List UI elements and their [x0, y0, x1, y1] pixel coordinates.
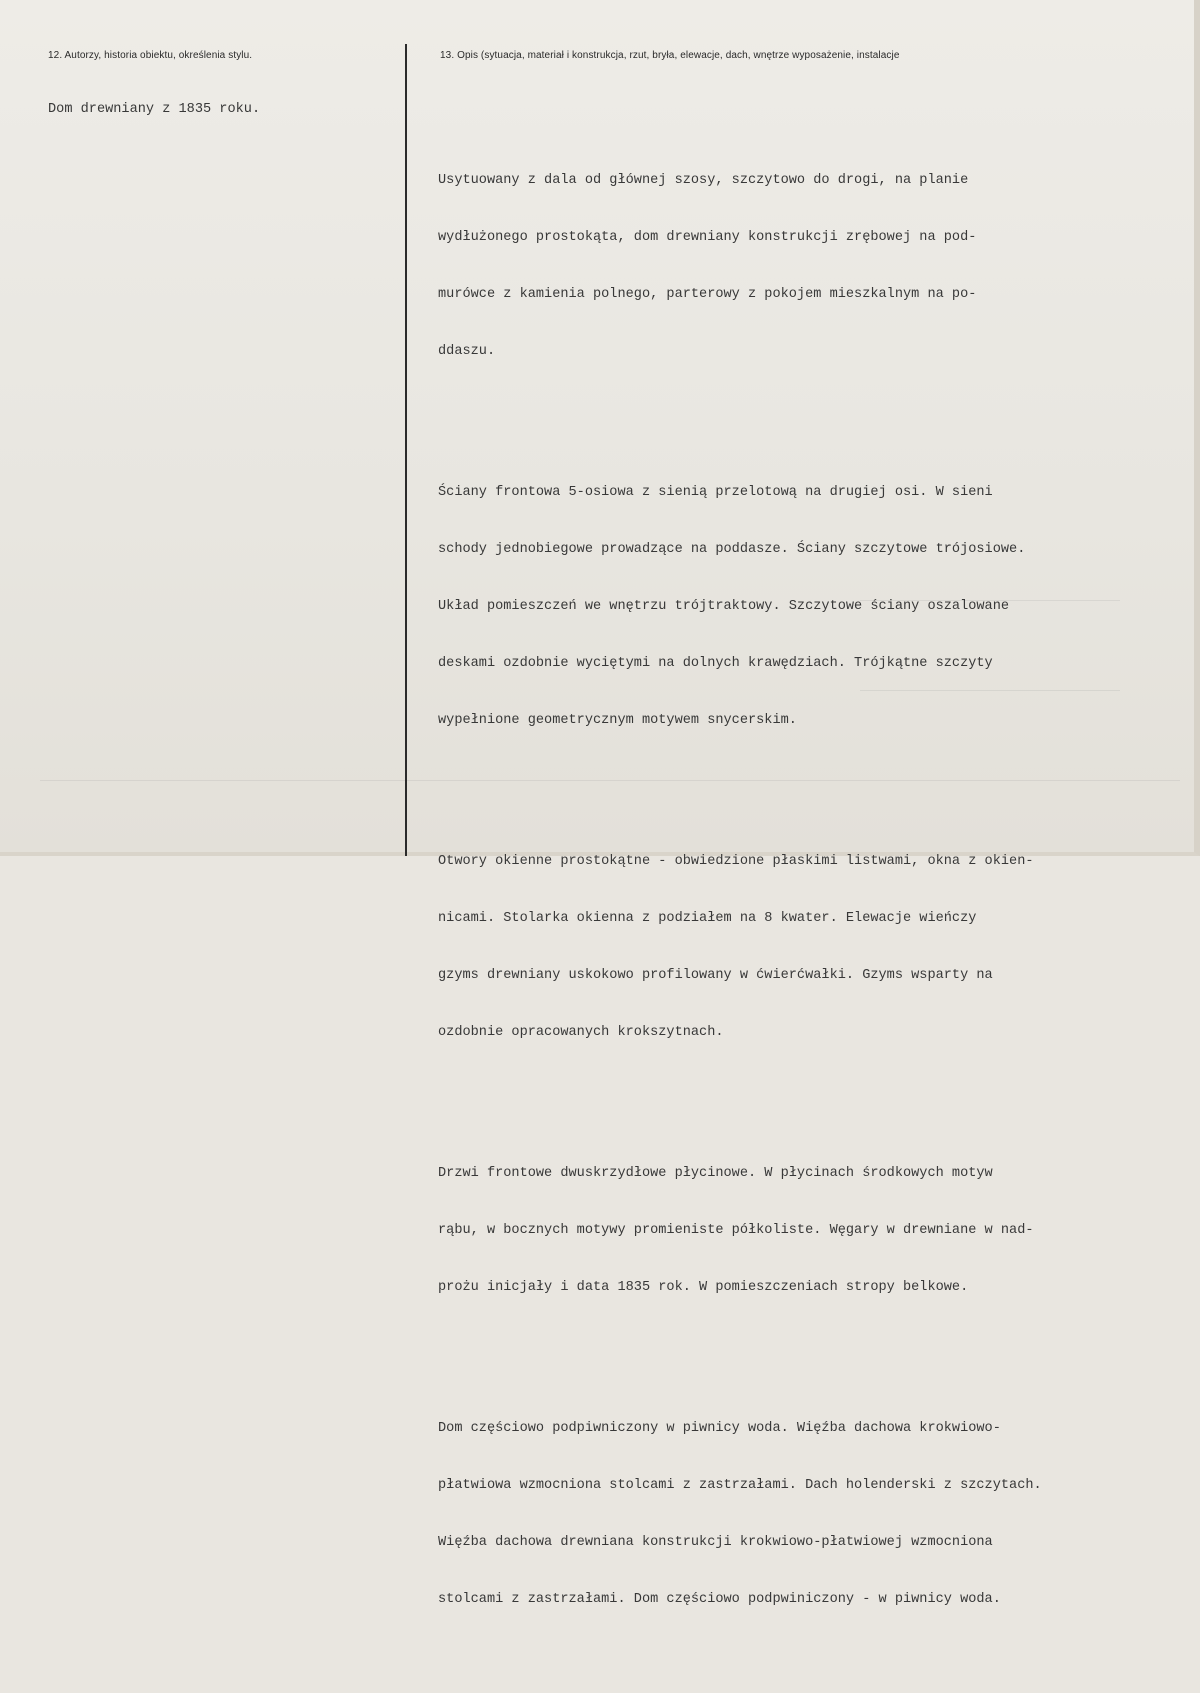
history-text: Dom drewniany z 1835 roku. [48, 102, 261, 117]
description-line: deskami ozdobnie wyciętymi na dolnych krawędziach. Trójkątne szczyty [438, 656, 993, 671]
description-line: Dom częściowo podpiwniczony w piwnicy woda. Więźba dachowa krokwiowo- [438, 1421, 1001, 1436]
description-line: Otwory okienne prostokątne - obwiedzione płaskimi listwami, okna z okien- [438, 854, 1034, 869]
description-line: Usytuowany z dala od głównej szosy, szczytowo do drogi, na planie [438, 173, 969, 188]
description-line: wypełnione geometrycznym motywem snycerskim. [438, 713, 797, 728]
description-body [438, 95, 1190, 1693]
description-line: płatwiowa wzmocniona stolcami z zastrzałami. Dach holenderski z szczytach. [438, 1478, 1042, 1493]
description-line: nicami. Stolarka okienna z podziałem na 8 kwater. Elewacje wieńczy [438, 911, 977, 926]
section-13-header: 13. Opis (sytuacja, materiał i konstrukcja, rzut, bryła, elewacje, dach, wnętrze wyposażenie, instalacje [440, 50, 900, 61]
description-line: Drzwi frontowe dwuskrzydłowe płycinowe. W płycinach środkowych motyw [438, 1166, 993, 1181]
description-line: Więźba dachowa drewniana konstrukcji krokwiowo-płatwiowej wzmocniona [438, 1535, 993, 1550]
description-line: prożu inicjały i data 1835 rok. W pomieszczeniach stropy belkowe. [438, 1280, 969, 1295]
description-line: murówce z kamienia polnego, parterowy z pokojem mieszkalnym na po- [438, 287, 977, 302]
description-line: rąbu, w bocznych motywy promieniste półkoliste. Węgary w drewniane w nad- [438, 1223, 1034, 1238]
description-line: Ściany frontowa 5-osiowa z sienią przelotową na drugiej osi. W sieni [438, 485, 993, 500]
column-divider [405, 44, 407, 856]
description-line: Układ pomieszczeń we wnętrzu trójtraktowy. Szczytowe ściany oszalowane [438, 599, 1010, 614]
description-paragraph [438, 814, 1190, 1080]
description-line: ozdobnie opracowanych krokszytnach. [438, 1025, 724, 1040]
description-line: schody jednobiegowe prowadzące na poddasze. Ściany szczytowe trójosiowe. [438, 542, 1026, 557]
description-line: wydłużonego prostokąta, dom drewniany konstrukcji zrębowej na pod- [438, 230, 977, 245]
description-paragraph [438, 1381, 1190, 1647]
description-paragraph [438, 133, 1190, 399]
description-line: stolcami z zastrzałami. Dom częściowo podpwiniczony - w piwnicy woda. [438, 1592, 1001, 1607]
description-paragraph [438, 1126, 1190, 1335]
description-line: gzyms drewniany uskokowo profilowany w ćwierćwałki. Gzyms wsparty na [438, 968, 993, 983]
description-paragraph [438, 445, 1190, 768]
description-line: ddaszu. [438, 344, 496, 359]
section-12-header: 12. Autorzy, historia obiektu, określenia stylu. [48, 50, 253, 61]
